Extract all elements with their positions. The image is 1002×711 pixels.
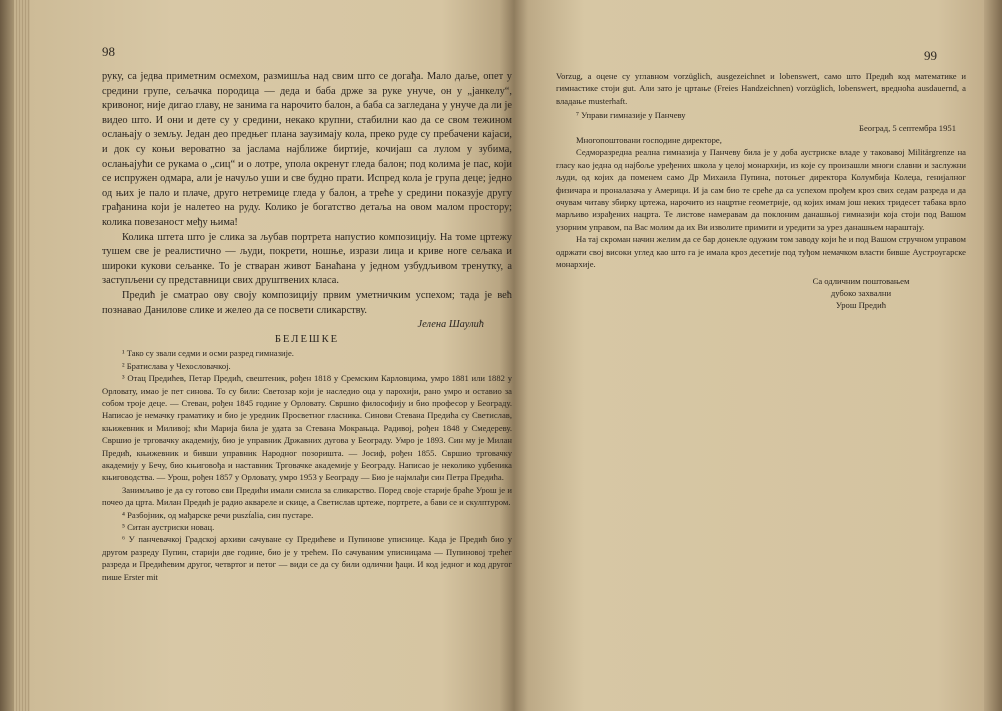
note-item: ⁶ У панчевачкој Градској архиви сачуване су Предићеве и Пупинове уписнице. Када је Предић био у другом разреду Пупин, старији две године, био је у трећем. По сачуваним уписницама — Пупиновој трећег разреда и Предићевим другог, четвртог и петог — види се да су били одлични ђаци. И код једног и код другог пише Erster mit bbox=[102, 534, 512, 582]
left-page bbox=[30, 0, 514, 711]
note-continuation: Vorzug, а оцене су углавном vorzüglich, ausgezeichnet и lobenswert, само што Предић код математике и гимнастике стоји gut. Али зато је цртање (Freies Handzeichnen) vorzüglich, lobenswert, вредноћа ausdauernd, а владање musterhaft. bbox=[556, 71, 966, 106]
note-item: ³ Отац Предићев, Петар Предић, свештеник, рођен 1818 у Сремским Карловцима, умро 1881 или 1882 у Орловату, имао је пет синова. То су били: Светозар који је наследио оца у парохији, рано умро и оставио за собом троје деце. — Стеван, рођен 1845 године у Орловату. Свршио философију и био професор у Београду. Написао је немачку граматику и био је уредник Просветног гласника. Синови Стевана Предића су Светислав, књижевник и Миливој; кћи Марија била је удата за Стевана Мокрањца. Радивој, рођен 1848 у Смедереву. Свршио је трговачку академију, био је управник Државних дугова у Београду. Умро је 1893. Син му је Милан Предић, књижевник и бивши управник Народног позоришта. — Јосиф, рођен 1855. Свршио трговачку академију у Бечу, био књиговођа и наставник Трговачке академије у Београду. Написао је неколико уџбеника књиговодства. — Урош, рођен 1857 у Орловату, умро 1953 у Београду — Био је најмлађи син Петра Предића. bbox=[102, 373, 512, 483]
letter-date: Београд, 5 септембра 1951 bbox=[859, 122, 956, 133]
body-paragraph: Колика штета што је слика за љубав портрета напустио композицију. На томе цртежу тушем све је реалистично — људи, покрети, ношње, изрази лица и криве ноге сељака и широки кукови сељанке. То је стваран живот Банаћана у једном узбудљивом тренутку, а заступљени су представници свих друштвених класа. bbox=[102, 231, 512, 287]
note-item: ⁵ Ситан аустриски новац. bbox=[122, 521, 215, 532]
letter-closing-line: дубоко захвални bbox=[830, 287, 892, 298]
body-paragraph: руку, са једва приметним осмехом, размишља над свим што се догађа. Мало даље, опет у средини групе, сељачка породица — деда и баба држе за руке унуче, он у „јанкелу“, кривоног, није дигао главу, не занима га нарочито балон, а баба са загледана у унуче да ли је видео што. И они и дете су у средини, некако крупни, стабилни као да се свом тежином ослањају о земљу. Један део предњег плана заузимају кола, преко руде су пребачени кајаси, и док су коњи вероватно за јаслама најближе биртије, кочијаш са лулом у зубима, ослањајући се рукама о „сиц“ и о лотре, упола окренут гледа балон; под колима је пас, који се испружен одмара, али је начуљо уши и све будно прати. Испред кола је група деце; једно од њих је пало и плаче, друго нетремице гледа у балон, а треће у средини показује другу грађанина који је налетео на руду. Колико је богатство детаља на овом малом простору; колика повезаност међу њима! bbox=[102, 71, 512, 228]
right-page-body bbox=[556, 70, 966, 312]
letter-salutation: Многопоштовани господине директоре, bbox=[576, 135, 722, 146]
page-edges-right bbox=[984, 0, 1002, 711]
letter-signature: Урош Предић bbox=[835, 300, 887, 311]
note-item: ⁴ Разбојник, од мађарске речи puszt́alia, син пустаре. bbox=[122, 509, 314, 520]
letter-paragraph: Седморазредна реална гимназија у Панчеву била је у доба аустриске владе у таковавој Militärgrenze на гласу као једна од најбоље уређених школа у целој монархији, из које су произашли многи славни и заслужни људи, од којих да поменем само Др Михаила Пупина, потоњег директора Колумбија Колеџа, генијалног физичара и проналазача у Америци. И ја сам био те среће да са успехом прођем кроз свих седам разреда и да очувам читаву збирку цртежа, нарочито из нацртне геометрије, од којих имам још неких тридесет табака врло марљиво израђених нацрта. Те листове намеравам да поклоним данашњој гимназији која стоји под Вашом узорним управом, па Вас молим да их Ви изволите примити и уредити за урез данашњем нараштају. bbox=[556, 147, 966, 232]
right-page bbox=[514, 0, 984, 711]
page-edges-left bbox=[14, 0, 30, 711]
page-number-left: 98 bbox=[102, 44, 115, 59]
letter-address: ⁷ Управи гимназије у Панчеву bbox=[576, 110, 686, 121]
page-number-right: 99 bbox=[924, 48, 937, 63]
letter-closing-line: Са одличним поштовањем bbox=[812, 275, 910, 286]
note-item: ¹ Тако су звали седми и осми разред гимназије. bbox=[122, 348, 294, 359]
note-item: Занимљиво је да су готово сви Предићи имали смисла за сликарство. Поред своје старије браће Урош је и почео да црта. Милан Предић је радио акварелe и скице, а Светислав цртеже, портрете, а бави се и скулптуром. bbox=[102, 484, 512, 508]
body-paragraph: Предић је сматрао ову своју композицију првим уметничким успехом; тада је већ познавао Данилове слике и желео да се посвети сликарству. bbox=[102, 289, 512, 316]
left-page-body bbox=[102, 70, 512, 583]
note-item: ² Братислава у Чехословачкој. bbox=[122, 360, 231, 371]
author-signature: Јелена Шаулић bbox=[417, 319, 484, 331]
notes-heading: БЕЛЕШКЕ bbox=[274, 333, 340, 345]
letter-paragraph: На тај скроман начин желим да се бар донекле одужим том заводу који ће и под Вашом стручном управом одржати свој високи углед као што га је имала кроз десетије под туђом немачком власти бивше Аустроугарске монархије. bbox=[556, 234, 966, 270]
notes-list bbox=[102, 347, 512, 583]
